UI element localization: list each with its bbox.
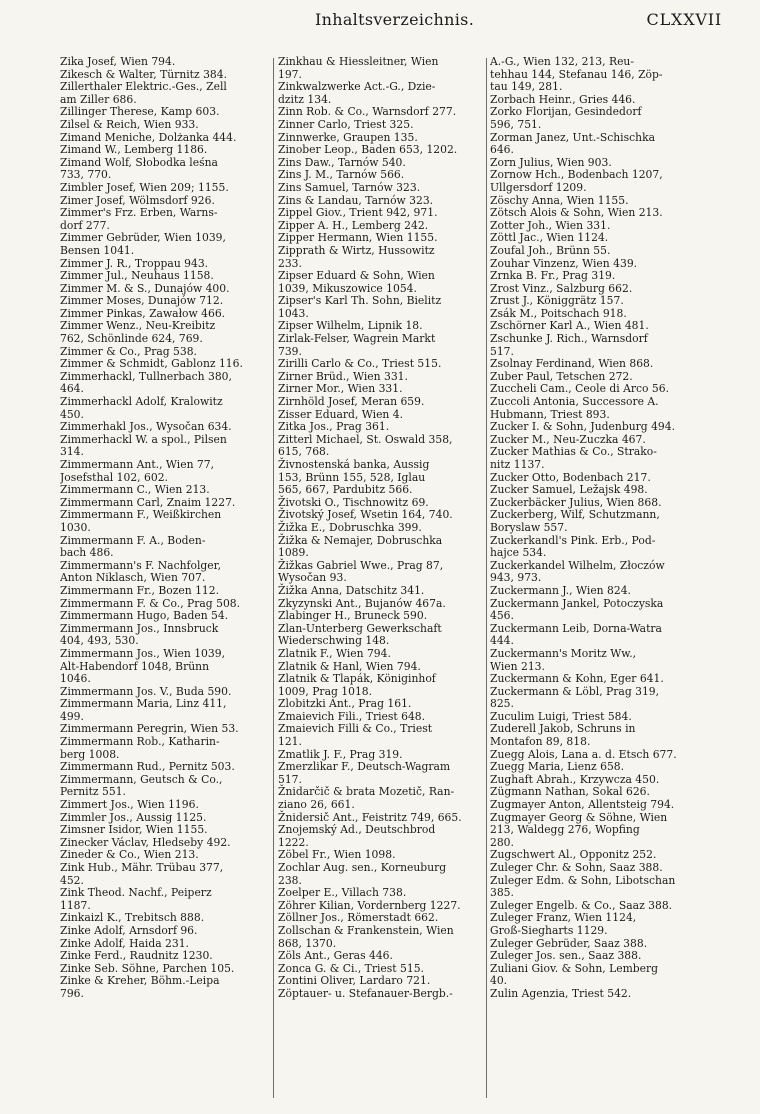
index-line: Zimmermann Peregrin, Wien 53. <box>60 722 239 736</box>
index-line: Žižka Anna, Datschitz 341. <box>278 583 425 597</box>
index-line: Zschörner Karl A., Wien 481. <box>490 319 649 333</box>
index-line: Zornow Hch., Bodenbach 1207, <box>490 168 663 182</box>
index-line: Zuckermann & Löbl, Prag 319, <box>490 684 660 698</box>
index-line: 517. <box>490 344 514 358</box>
index-line: Zugmayer Anton, Allentsteig 794. <box>490 798 675 812</box>
index-line: Zimmermann Rud., Pernitz 503. <box>60 760 235 774</box>
index-line: Zorn Julius, Wien 903. <box>490 155 612 169</box>
index-line: nitz 1137. <box>490 458 545 471</box>
index-line: Zink Hub., Mähr. Trübau 377, <box>60 861 224 874</box>
index-line: Zimmermann Jos., Innsbruck <box>60 621 219 635</box>
index-line: Zugmayer Georg & Söhne, Wien <box>490 810 668 824</box>
index-line: 646. <box>490 143 514 157</box>
index-line: Zlatnik & Hanl, Wien 794. <box>278 659 421 673</box>
index-line: 1043. <box>278 306 309 320</box>
index-line: 213, Waldegg 276, Wopfing <box>490 823 640 837</box>
page-header <box>0 8 760 38</box>
index-line: Zimmermann Jos. V., Buda 590. <box>60 684 232 698</box>
index-line: Zulin Agenzia, Triest 542. <box>490 986 632 1000</box>
index-line: Zimand Wolf, Słobodka leśna <box>60 155 218 169</box>
index-line: Zinober Leop., Baden 653, 1202. <box>278 143 458 157</box>
index-line: 1187. <box>60 898 91 912</box>
index-line: Zollschan & Frankenstein, Wien <box>278 923 454 937</box>
column-divider-2 <box>486 58 487 1098</box>
column-divider-1 <box>273 58 274 1098</box>
index-line: Zimmer Moses, Dunajów 712. <box>60 294 224 308</box>
index-line: Zuculim Luigi, Triest 584. <box>490 709 632 723</box>
index-line: Zochlar Aug. sen., Korneuburg <box>278 861 447 874</box>
index-line: Znojemský Ad., Deutschbrod <box>278 823 436 837</box>
index-line: Zineder & Co., Wien 213. <box>60 848 199 862</box>
index-line: 464. <box>60 382 84 396</box>
index-line: Zikesch & Walter, Türnitz 384. <box>60 67 228 81</box>
page-number: CLXXVII <box>646 10 722 29</box>
index-line: Zimmermann's F. Nachfolger, <box>60 558 222 572</box>
index-line: 456. <box>490 609 514 623</box>
index-line: Pernitz 551. <box>60 785 126 799</box>
index-line: Zlan-Unterberg Gewerkschaft <box>278 621 442 635</box>
index-line: Zipser Wilhelm, Lipnik 18. <box>278 319 423 333</box>
index-line: Zuderell Jakob, Schruns in <box>490 722 636 736</box>
index-line: 825. <box>490 697 514 711</box>
index-line: Zrost Vinz., Salzburg 662. <box>490 281 633 295</box>
index-line: Zinner Carlo, Triest 325. <box>278 117 414 131</box>
index-line: A.-G., Wien 132, 213, Reu- <box>490 56 634 68</box>
index-line: Životský Josef, Wsetin 164, 740. <box>278 508 453 522</box>
index-line: Zuckerberg, Wilf, Schutzmann, <box>490 508 660 522</box>
index-line: Zucker Samuel, Ležajsk 498. <box>490 483 648 497</box>
index-line: Zinecker Václav, Hledseby 492. <box>60 835 231 849</box>
index-line: Zimmer Wenz., Neu-Kreibitz <box>60 319 216 333</box>
index-line: Zimmermann F. A., Boden- <box>60 533 206 547</box>
index-line: Zuckerbäcker Julius, Wien 868. <box>490 495 662 509</box>
index-line: Zimmler Jos., Aussig 1125. <box>60 810 207 824</box>
index-line: Zimmerhackl Adolf, Kralowitz <box>60 395 223 409</box>
index-line: Žižka & Nemajer, Dobruschka <box>278 533 443 547</box>
index-line: Zlatnik F., Wien 794. <box>278 646 391 660</box>
index-line: Zuckerkandel Wilhelm, Złoczów <box>490 558 665 572</box>
index-line: Zins Samuel, Tarnów 323. <box>278 180 421 194</box>
index-line: Zins Daw., Tarnów 540. <box>278 155 406 169</box>
index-line: Zimmermann F. & Co., Prag 508. <box>60 596 241 610</box>
index-line: Zirnhöld Josef, Meran 659. <box>278 395 425 409</box>
index-line: Zöbel Fr., Wien 1098. <box>278 848 396 862</box>
index-line: Zorman Janez, Unt.-Schischka <box>490 130 656 144</box>
index-line: Wien 213. <box>490 659 545 673</box>
index-line: Zuleger Chr. & Sohn, Saaz 388. <box>490 861 663 874</box>
index-line: Zimmermann Jos., Wien 1039, <box>60 646 225 660</box>
index-line: 1030. <box>60 520 91 534</box>
index-line: Zuleger Gebrüder, Saaz 388. <box>490 936 648 950</box>
index-line: Zonca G. & Ci., Triest 515. <box>278 961 424 975</box>
index-line: 280. <box>490 835 514 849</box>
index-line: Zippel Giov., Trient 942, 971. <box>278 206 438 220</box>
index-line: Zugschwert Al., Opponitz 252. <box>490 848 657 862</box>
index-line: 314. <box>60 445 84 459</box>
index-line: 943, 973. <box>490 571 542 585</box>
index-line: Zinke Seb. Söhne, Parchen 105. <box>60 961 235 975</box>
index-line: Wiederschwing 148. <box>278 634 390 648</box>
index-line: Žižkas Gabriel Wwe., Prag 87, <box>278 558 444 572</box>
index-line: 1089. <box>278 546 309 560</box>
index-line: Zimmer's Frz. Erben, Warns- <box>60 206 218 220</box>
index-line: Bensen 1041. <box>60 243 135 257</box>
index-line: Zinkhau & Hiessleitner, Wien <box>278 56 439 68</box>
index-line: Zuleger Edm. & Sohn, Libotschan <box>490 873 676 887</box>
index-line: Zmatlik J. F., Prag 319. <box>278 747 403 761</box>
index-line: dorf 277. <box>60 218 110 232</box>
index-line: Zimmer J. R., Troppau 943. <box>60 256 209 270</box>
page-title: Inhaltsverzeichnis. <box>315 10 475 29</box>
index-line: Zöls Ant., Geras 446. <box>278 949 393 963</box>
index-line: hajce 534. <box>490 546 547 560</box>
index-line: Zinkwalzwerke Act.-G., Dzie- <box>278 80 436 94</box>
index-line: Zuleger Engelb. & Co., Saaz 388. <box>490 898 673 912</box>
index-line: Zinnwerke, Graupen 135. <box>278 130 418 144</box>
index-line: tehhau 144, Stefanau 146, Zöp- <box>490 67 663 81</box>
index-line: Zinke Ferd., Raudnitz 1230. <box>60 949 213 963</box>
index-line: berg 1008. <box>60 747 120 761</box>
index-line: Zipper Hermann, Wien 1155. <box>278 231 438 245</box>
index-line: Zimmermann, Geutsch & Co., <box>60 772 223 786</box>
index-line: Zisser Eduard, Wien 4. <box>278 407 404 421</box>
index-line: Životski O., Tischnowitz 69. <box>278 495 429 509</box>
index-line: bach 486. <box>60 546 114 560</box>
index-line: Zuckermann J., Wien 824. <box>490 583 631 597</box>
index-line: Zimmerhakl Jos., Wysočan 634. <box>60 420 232 434</box>
index-line: Žnidersič Ant., Feistritz 749, 665. <box>278 810 462 824</box>
index-line: Zimmer & Co., Prag 538. <box>60 344 197 358</box>
index-line: 385. <box>490 886 514 900</box>
index-line: 739. <box>278 344 302 358</box>
index-line: Zoufal Joh., Brünn 55. <box>490 243 611 257</box>
index-line: Zuccoli Antonia, Successore A. <box>490 395 659 409</box>
index-line: Anton Niklasch, Wien 707. <box>60 571 206 585</box>
index-line: Zschunke J. Rich., Warnsdorf <box>490 332 648 346</box>
index-line: 615, 768. <box>278 445 330 459</box>
index-line: Zilsel & Reich, Wien 933. <box>60 117 199 131</box>
index-line: Zmerzlikar F., Deutsch-Wagram <box>278 760 451 774</box>
index-line: 444. <box>490 634 514 648</box>
index-line: Ullgersdorf 1209. <box>490 180 587 194</box>
index-line: Montafon 89, 818. <box>490 735 591 749</box>
index-line: Zuckermann Leib, Dorna-Watra <box>490 621 662 635</box>
index-line: 450. <box>60 407 84 421</box>
index-line: Zuber Paul, Tetschen 272. <box>490 369 633 383</box>
index-line: Zimmermann F., Weißkirchen <box>60 508 222 522</box>
index-line: 153, Brünn 155, 528, Iglau <box>278 470 426 484</box>
index-line: Zontini Oliver, Lardaro 721. <box>278 974 431 988</box>
index-line: ziano 26, 661. <box>278 798 355 812</box>
index-line: Zucker Mathias & Co., Strako- <box>490 445 657 459</box>
index-line: Zins & Landau, Tarnów 323. <box>278 193 434 207</box>
index-line: Zötsch Alois & Sohn, Wien 213. <box>490 206 663 220</box>
index-line: dzitz 134. <box>278 92 332 106</box>
index-line: Zimmert Jos., Wien 1196. <box>60 798 199 812</box>
index-line: Zimmer M. & S., Dunajów 400. <box>60 281 230 295</box>
index-line: Zöschy Anna, Wien 1155. <box>490 193 629 207</box>
index-line: Zügmann Nathan, Sokal 626. <box>490 785 650 799</box>
index-line: Zuckermann & Kohn, Eger 641. <box>490 672 664 686</box>
index-line: Zinke Adolf, Haida 231. <box>60 936 189 950</box>
index-line: Zimmermann Rob., Katharin- <box>60 735 220 749</box>
index-line: 121. <box>278 735 302 749</box>
index-line: 233. <box>278 256 302 270</box>
index-line: 404, 493, 530. <box>60 634 139 648</box>
index-line: Zrust J., Königgrätz 157. <box>490 294 624 308</box>
index-line: Zitka Jos., Prag 361. <box>278 420 390 434</box>
index-line: Zöttl Jac., Wien 1124. <box>490 231 609 245</box>
index-line: 565, 667, Pardubitz 566. <box>278 483 413 497</box>
index-line: Zinke & Kreher, Böhm.-Leipa <box>60 974 220 988</box>
index-line: Zöhrer Kilian, Vordernberg 1227. <box>278 898 461 912</box>
index-line: Zimmermann C., Wien 213. <box>60 483 210 497</box>
index-line: Zirilli Carlo & Co., Triest 515. <box>278 357 442 371</box>
index-line: Zipper A. H., Lemberg 242. <box>278 218 429 232</box>
index-line: Zotter Joh., Wien 331. <box>490 218 611 232</box>
index-line: Zirner Brüd., Wien 331. <box>278 369 408 383</box>
index-line: Zimmer Jul., Neuhaus 1158. <box>60 269 214 283</box>
index-line: 517. <box>278 772 302 786</box>
index-line: Žižka E., Dobruschka 399. <box>278 520 422 534</box>
index-line: Zucker M., Neu-Zuczka 467. <box>490 432 646 446</box>
index-line: Žnidarčič & brata Mozetič, Ran- <box>278 785 455 799</box>
index-line: Zins J. M., Tarnów 566. <box>278 168 405 182</box>
index-line: 1039, Mikuszowice 1054. <box>278 281 417 295</box>
index-line: 596, 751. <box>490 117 542 131</box>
index-line: tau 149, 281. <box>490 80 563 94</box>
index-line: Hubmann, Triest 893. <box>490 407 610 421</box>
index-line: Zuccheli Cam., Ceole di Arco 56. <box>490 382 670 396</box>
index-line: Zitterl Michael, St. Oswald 358, <box>278 432 453 446</box>
index-line: Zimand Meniche, Dolżanka 444. <box>60 130 237 144</box>
index-line: Zucker Otto, Bodenbach 217. <box>490 470 651 484</box>
index-line: Zoelper E., Villach 738. <box>278 886 407 900</box>
index-line: Zlabinger H., Bruneck 590. <box>278 609 428 623</box>
index-line: Zillerthaler Elektric.-Ges., Zell <box>60 80 227 94</box>
index-line: Zmaievich Fili., Triest 648. <box>278 709 426 723</box>
index-line: Zimmermann Ant., Wien 77, <box>60 458 215 471</box>
index-line: 452. <box>60 873 84 887</box>
index-line: Zuleger Franz, Wien 1124, <box>490 911 637 925</box>
index-line: Zuliani Giov. & Sohn, Lemberg <box>490 961 659 975</box>
index-line: 796. <box>60 986 84 1000</box>
index-line: Zimsner Isidor, Wien 1155. <box>60 823 208 837</box>
index-line: Boryslaw 557. <box>490 520 568 534</box>
index-line: Zinn Rob. & Co., Warnsdorf 277. <box>278 105 457 119</box>
index-line: Josefsthal 102, 602. <box>60 470 168 484</box>
index-line: 197. <box>278 67 302 81</box>
index-line: 499. <box>60 709 84 723</box>
index-line: Zink Theod. Nachf., Peiperz <box>60 886 212 900</box>
index-line: Zirner Mor., Wien 331. <box>278 382 403 396</box>
index-line: 40. <box>490 974 508 988</box>
index-line: Zuckerkandl's Pink. Erb., Pod- <box>490 533 656 547</box>
index-line: Groß-Siegharts 1129. <box>490 923 608 937</box>
index-line: Zuegg Alois, Lana a. d. Etsch 677. <box>490 747 677 761</box>
index-line: Zimmermann Hugo, Baden 54. <box>60 609 229 623</box>
index-line: Zimmer Gebrüder, Wien 1039, <box>60 231 226 245</box>
index-line: Zuckermann Jankel, Potoczyska <box>490 596 664 610</box>
index-line: Zimmermann Carl, Znaim 1227. <box>60 495 236 509</box>
index-line: Zipser's Karl Th. Sohn, Bielitz <box>278 294 442 308</box>
index-line: Zimmer Pinkas, Zawałow 466. <box>60 306 226 320</box>
index-column-1 <box>60 56 270 1104</box>
index-line: Zmaievich Filli & Co., Triest <box>278 722 433 736</box>
index-line: Zorko Florijan, Gesindedorf <box>490 105 642 119</box>
index-line: Zöptauer- u. Stefanauer-Bergb.- <box>278 986 453 1000</box>
index-line: Zirlak-Felser, Wagrein Markt <box>278 332 436 346</box>
index-line: 762, Schönlinde 624, 769. <box>60 332 203 346</box>
index-line: Zillinger Therese, Kamp 603. <box>60 105 220 119</box>
index-line: Zughaft Abrah., Krzywcza 450. <box>490 772 660 786</box>
index-line: Zlatnik & Tlapák, Königinhof <box>278 672 436 686</box>
index-line: Zimbler Josef, Wien 209; 1155. <box>60 180 229 194</box>
index-line: 733, 770. <box>60 168 112 182</box>
index-line: Zsolnay Ferdinand, Wien 868. <box>490 357 654 371</box>
index-line: Zimmermann Fr., Bozen 112. <box>60 583 220 597</box>
index-line: Zlobitzki Ant., Prag 161. <box>278 697 412 711</box>
index-line: Zimmer & Schmidt, Gablonz 116. <box>60 357 243 371</box>
index-line: Zouhar Vinzenz, Wien 439. <box>490 256 638 270</box>
index-line: 238. <box>278 873 302 887</box>
index-line: Zuckermann's Moritz Ww., <box>490 646 637 660</box>
index-line: Zrnka B. Fr., Prag 319. <box>490 269 616 283</box>
index-line: Živnostenská banka, Aussig <box>278 458 430 471</box>
index-line: Alt-Habendorf 1048, Brünn <box>60 659 209 673</box>
index-line: Zika Josef, Wien 794. <box>60 56 176 68</box>
index-column-3 <box>490 56 700 1104</box>
index-line: 1046. <box>60 672 91 686</box>
index-line: Zöllner Jos., Römerstadt 662. <box>278 911 439 925</box>
index-line: Zuleger Jos. sen., Saaz 388. <box>490 949 642 963</box>
index-line: 1222. <box>278 835 309 849</box>
index-line: 1009, Prag 1018. <box>278 684 373 698</box>
index-line: Zinkaizl K., Trebitsch 888. <box>60 911 205 925</box>
index-line: 868, 1370. <box>278 936 337 950</box>
index-line: Zsák M., Poitschach 918. <box>490 306 627 320</box>
index-line: Wysočan 93. <box>278 571 347 585</box>
index-line: Zinke Adolf, Arnsdorf 96. <box>60 923 198 937</box>
index-column-2 <box>278 56 484 1104</box>
index-line: Zimmermann Maria, Linz 411, <box>60 697 227 711</box>
index-line: Zucker I. & Sohn, Judenburg 494. <box>490 420 676 434</box>
index-line: Zipprath & Wirtz, Hussowitz <box>278 243 435 257</box>
index-line: Zimmerhackl, Tullnerbach 380, <box>60 369 232 383</box>
index-line: Zimand W., Lemberg 1186. <box>60 143 208 157</box>
index-line: Zorbach Heinr., Gries 446. <box>490 92 636 106</box>
index-line: Zipser Eduard & Sohn, Wien <box>278 269 435 283</box>
index-line: Zimmerhackl W. a spol., Pilsen <box>60 432 227 446</box>
index-line: Zimer Josef, Wölmsdorf 926. <box>60 193 215 207</box>
index-line: Zkyzynski Ant., Bujanów 467a. <box>278 596 446 610</box>
index-line: am Ziller 686. <box>60 92 137 106</box>
index-line: Zuegg Maria, Lienz 658. <box>490 760 625 774</box>
